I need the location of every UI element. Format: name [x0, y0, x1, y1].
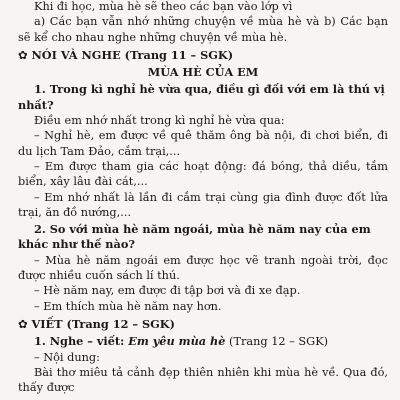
list-item: – Em thích mùa hè năm nay hơn. [34, 299, 222, 313]
list-item: – Em nhớ nhất là lần đi cắm trại cùng gia đình được đốt lửa trại, ăn đồ nướng,... [18, 190, 388, 219]
section-heading-noi-nghe [18, 48, 388, 63]
lesson-title: MÙA HÈ CỦA EM [147, 65, 259, 80]
subsection-suffix: (Trang 12 – SGK) [225, 335, 329, 349]
question-1: 1. Trong kì nghỉ hè vừa qua, điều gì đối với em là thú vị nhất? [18, 82, 385, 112]
subsection-heading [18, 334, 388, 349]
list-item: – Mùa hè năm ngoái em được học vẽ tranh ngoài trời, đọc được nhiều cuốn sách lí thú. [18, 253, 388, 283]
question-2: 2. So với mùa hè năm ngoái, mùa hè năm nay của em khác như thế nào? [18, 222, 371, 252]
section-heading-text: NÓI VÀ NGHE (Trang 11 – SGK) [31, 47, 234, 62]
section-heading-viet [18, 317, 388, 332]
content-label: – Nội dung: [34, 350, 100, 364]
intro-line: Khi đi học, mùa hè sẽ theo các bạn vào lớp vì [34, 0, 293, 13]
list-item: – Nghỉ hè, em được về quê thăm ông bà nội, đi chơi biển, đi du lịch Tam Đảo, cắm trại,... [18, 129, 388, 158]
list-item: – Hè năm nay, em được đi tập bơi và đi xe đạp. [34, 284, 301, 298]
intro-options: a) Các bạn vẫn nhớ những chuyện về mùa hè và b) Các bạn sẽ kể cho nhau nghe những chuyện về mùa hè. [18, 15, 388, 44]
question-1-intro: Điều em nhớ nhất trong kì nghỉ hè vừa qua: [34, 114, 285, 128]
flower-icon: ✿ [18, 317, 28, 331]
flower-icon: ✿ [18, 48, 28, 62]
subsection-prefix: 1. Nghe – viết: [34, 334, 129, 349]
poem-title: Em yêu mùa hè [128, 334, 226, 349]
list-item: – Em được tham gia các hoạt động: đá bóng, thả diều, tắm biển, xây lâu đài cát,... [18, 159, 388, 189]
section-heading-text: VIẾT (Trang 12 – SGK) [31, 316, 175, 331]
content-text: Bài thơ miêu tả cảnh đẹp thiên nhiên khi mùa hè về. Qua đó, thấy được [18, 365, 388, 395]
